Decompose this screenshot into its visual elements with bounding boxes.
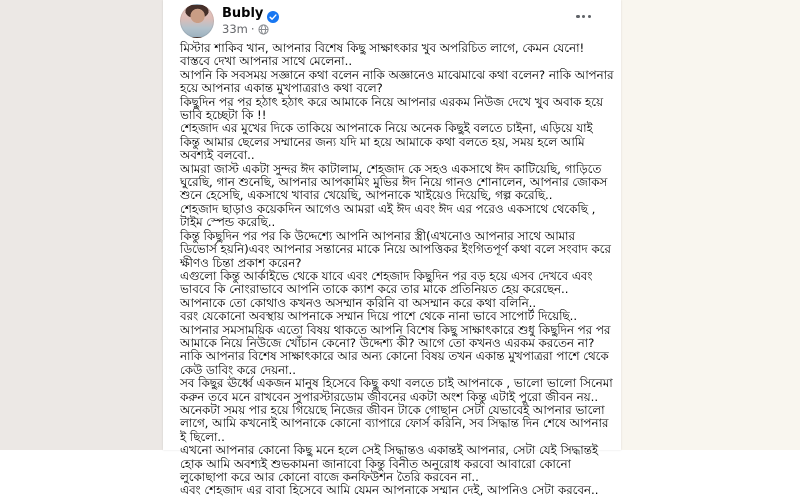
author-name-row (222, 6, 279, 21)
verified-badge-icon (267, 8, 279, 20)
post-card (163, 0, 621, 498)
profile-avatar[interactable] (180, 4, 214, 38)
post-paragraph: মিস্টার শাকিব খান, আপনার বিশেষ কিছু সাক্ষাৎকার খুব অপরিচিত লাগে, কেমন যেনো! বাস্তবে দেখা আপনার সাথে মেলেনা.. (180, 41, 585, 69)
post-paragraph: শেহজাদ এর মুখের দিকে তাকিয়ে আপনাকে নিয়ে অনেক কিছুই বলতে চাইনা, এড়িয়ে যাই কিন্তু আমার ছেলের সম্মানের জন্য যদি মা হয়ে আমাকে কথা বলতে হয়, সময় হলে আমি অবশ্যই বলবো.. (180, 121, 593, 163)
post-timestamp[interactable]: 33m (222, 22, 248, 36)
post-paragraph: এগুলো কিন্তু আর্কাইভে থেকে যাবে এবং শেহজাদ কিছুদিন পর বড় হয়ে এসব দেখবে এবং ভাববে কি নোংরাভাবে আপনি তাকে ক্যাশ করে তার মাকে প্রতিনিয়ত হেয় করেছেন.. (180, 268, 593, 297)
post-paragraph: আপনি কি সবসময় সজ্ঞানে কথা বলেন নাকি অজ্ঞানেও মাঝেমাঝে কথা বলেন? নাকি আপনার হয়ে আপনার একান্ত মুখপাত্ররাও কথা বলে? (180, 67, 614, 96)
post-paragraph: কিন্তু কিছুদিন পর পর কি উদ্দেশ্যে আপনি আপনার স্ত্রী(এখনোও আপনার সাথে আমার ডিভোর্স হয়নি)এবং আপনার সন্তানের মাকে নিয়ে আপত্তিকর ইংগিতপূর্ণ কথা বলে সংবাদ করে ক্ষীণও চিন্তা প্রকাশ করেন? (180, 228, 611, 270)
post-paragraph: কিছুদিন পর পর হঠাৎ হঠাৎ করে আমাকে নিয়ে আপনার এরকম নিউজ দেখে খুব অবাক হয়ে ভাবি হচ্ছেটা কি !! (180, 94, 603, 123)
meta-separator: · (250, 22, 255, 36)
post-header (180, 3, 607, 40)
globe-icon (258, 24, 269, 35)
post-paragraph: শেহজাদ ছাড়াও কয়েকদিন আগেও আমরা এই ঈদ এবং ঈদ এর পরেও একসাথে থেকেছি , টাইম স্পেন্ড করেছি.. (180, 201, 596, 230)
post-options-menu-button[interactable] (572, 11, 595, 22)
post-meta-row (222, 22, 279, 36)
post-paragraph: বরং যেকোনো অবস্থায় আপনাকে সম্মান দিয়ে পাশে থেকে নানা ভাবে সাপোর্ট দিয়েছি.. (180, 309, 578, 324)
post-body-text (180, 42, 614, 498)
post-paragraph: আপনাকে তো কোথাও কখনও অসম্মান করিনি বা অসম্মান করে কথা বলিনি.. (180, 295, 537, 310)
post-paragraph: এবং শেহজাদ এর বাবা হিসেবে আমি যেমন আপনাকে সম্মান দেই, আপনিও সেটা করবেন.. (180, 483, 599, 498)
ellipsis-menu-icon (588, 15, 591, 18)
post-paragraph: অনেকটা সময় পার হয়ে গিয়েছে নিজের জীবন টাকে গোছান সেটা যেভাবেই আপনার ভালো লাগে, আমি কখনোই আপনাকে কোনো ব্যাপারে ফোর্স করিনি, সব সিদ্ধান্ত দিন শেষে আপনার ই ছিলো.. (180, 402, 609, 444)
author-name-link[interactable]: Bubly (222, 6, 264, 21)
post-paragraph: আপনার সমসাময়িক এতো বিষয় থাকতে আপনি বিশেষ কিছু সাক্ষাৎকারে শুধু কিছুদিন পর পর আমাকে নিয়ে নিউজে খোঁচান কেনো? উদ্দেশ্য কী? আগে তো কখনও এরকম করতেন না? নাকি আপনার বিশেষ সাক্ষাৎকারে আর অন্য কোনো বিষয় তখন একান্ত মুখপাত্ররা পাশে থেকে কেউ ডাবিং করে দেয়না.. (180, 322, 611, 377)
post-paragraph: সব কিছুর ঊর্ধ্বে একজন মানুষ হিসেবে কিছু কথা বলতে চাই আপনাকে , ভালো ভালো সিনেমা করুন তবে মনে রাখবেন সুপারস্টারডোম জীবনের একটা অংশ কিন্তু এটাই পুরো জীবন নয়.. (180, 376, 613, 404)
post-paragraph: আমরা জাস্ট একটা সুন্দর ঈদ কাটালাম, শেহজাদ কে সহও একসাথে ঈদ কাটিয়েছি, গাড়িতে ঘুরেছি, গান শুনেছি, আপনার আপকামিং মুভির ঈদ নিয়ে গানও শোনালেন, আপনার জোকস শুনে হেসেছি, একসাথে খাবার খেয়েছি, আপনাকে খাইয়েও দিয়েছি, গল্প করেছি.. (180, 161, 608, 203)
post-header-texts (222, 3, 279, 36)
ellipsis-menu-icon (576, 15, 579, 18)
ellipsis-menu-icon (582, 15, 585, 18)
post-paragraph: এখনো আপনার কোনো কিছু মনে হলে সেই সিদ্ধান্তও একান্তই আপনার, সেটা যেই সিদ্ধান্তই হোক আমি অবশ্যই শুভকামনা জানাবো কিন্তু বিনীত অনুরোধ করবো আবারো কোনো লুকোছাপা করে আর কোনো বাজে কনফিউশন তৈরি করবেন না.. (180, 443, 598, 484)
page-background-right (621, 0, 800, 450)
